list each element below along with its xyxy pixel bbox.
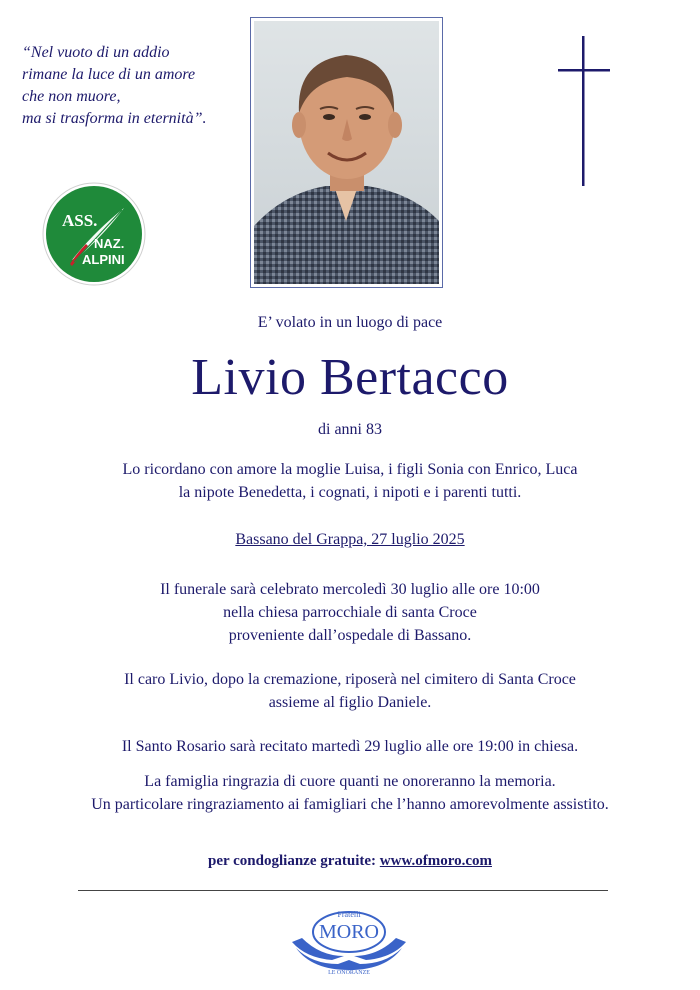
memorial-quote (22, 42, 252, 130)
text-line: la nipote Benedetta, i cognati, i nipoti e i parenti tutti. (178, 484, 522, 501)
rosary-line: Il Santo Rosario sarà recitato martedì 29 luglio alle ore 19:00 in chiesa. (121, 738, 579, 755)
quote-line: ma si trasforma in eternità”. (22, 110, 207, 127)
text-line: Il funerale sarà celebrato mercoledì 30 luglio alle ore 10:00 (160, 581, 540, 598)
text-line: nella chiesa parrocchiale di santa Croce (223, 604, 477, 621)
deceased-name: Livio Bertacco (191, 349, 509, 406)
funeral-paragraph (0, 578, 700, 647)
quote-line: “Nel vuoto di un addio (22, 44, 170, 61)
logo-text-naz: NAZ. (94, 236, 125, 251)
thanks-paragraph (0, 770, 700, 816)
condolences-line (0, 853, 700, 870)
logo-text-ass: ASS. (62, 211, 98, 230)
alpini-association-logo (42, 182, 146, 286)
logo-fratelli: Fratelli (337, 910, 361, 919)
mourners-paragraph (0, 458, 700, 504)
logo-moro: MORO (318, 921, 380, 943)
logo-onoranze: LE ONORANZE (328, 970, 370, 974)
text-line: Il caro Livio, dopo la cremazione, riposerà nel cimitero di Santa Croce (124, 671, 576, 688)
place-date (0, 528, 700, 551)
portrait-photo (254, 21, 439, 284)
age-line: di anni 83 (318, 421, 382, 438)
logo-text-alpini: ALPINI (82, 252, 125, 267)
divider (78, 890, 608, 891)
funeral-home-logo (286, 898, 412, 974)
text-line: Lo ricordano con amore la moglie Luisa, i figli Sonia con Enrico, Luca (122, 461, 578, 478)
text-line: La famiglia ringrazia di cuore quanti ne onoreranno la memoria. (144, 773, 556, 790)
text-line: proveniente dall’ospedale di Bassano. (228, 627, 472, 644)
cremation-paragraph (0, 668, 700, 714)
quote-line: che non muore, (22, 88, 121, 105)
condolences-label: per condoglianze gratuite: (208, 853, 377, 869)
cross-icon (558, 36, 610, 186)
text-line: assieme al figlio Daniele. (268, 694, 432, 711)
condolences-link[interactable]: www.ofmoro.com (379, 853, 492, 869)
place-date-text: Bassano del Grappa, 27 luglio 2025 (235, 531, 465, 548)
intro-line: E’ volato in un luogo di pace (257, 314, 443, 331)
quote-line: rimane la luce di un amore (22, 66, 196, 83)
portrait-frame (250, 17, 443, 288)
text-line: Un particolare ringraziamento ai famigliari che l’hanno amorevolmente assistito. (91, 796, 609, 813)
